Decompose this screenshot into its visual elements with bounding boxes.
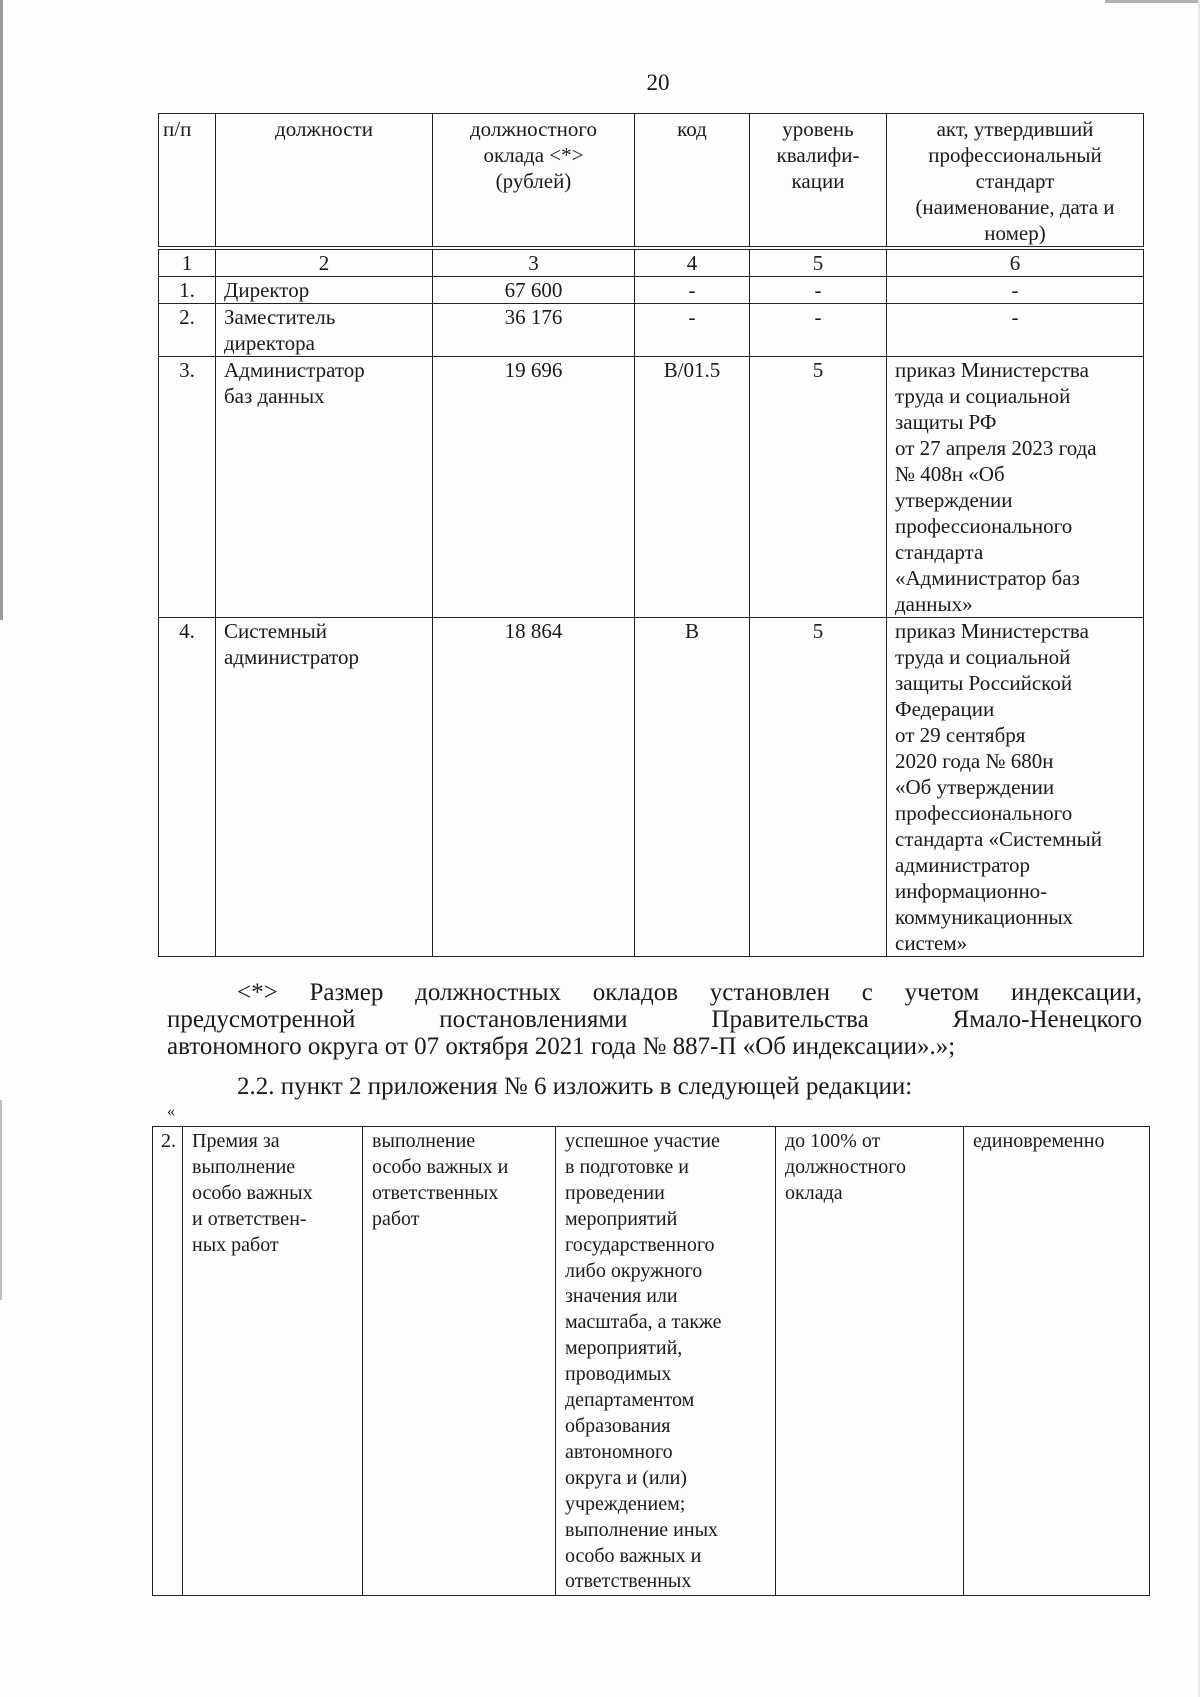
row-number: 2. <box>153 1127 183 1596</box>
header-cell: уровень квалифи- кации <box>750 114 887 249</box>
table-row <box>159 618 1144 957</box>
column-number-row <box>159 248 1144 277</box>
clause-paragraph: 2.2. пункт 2 приложения № 6 изложить в следующей редакции: <box>237 1073 913 1100</box>
salary-value: 18 864 <box>433 618 635 957</box>
column-number: 1 <box>159 248 216 277</box>
row-number: 1. <box>159 277 216 304</box>
bonus-name: Премия за выполнение особо важных и ответствен- ных работ <box>183 1127 363 1596</box>
table-row <box>153 1127 1150 1596</box>
position-name: Системный администратор <box>216 618 433 957</box>
bonus-basis: выполнение особо важных и ответственных работ <box>363 1127 556 1596</box>
footnote-paragraph <box>167 979 1142 1060</box>
bonus-amount: до 100% от должностного оклада <box>776 1127 964 1596</box>
column-number: 4 <box>635 248 750 277</box>
salary-value: 19 696 <box>433 357 635 618</box>
header-cell: должности <box>216 114 433 249</box>
salary-value: 36 176 <box>433 304 635 357</box>
footnote-line: предусмотренной постановлениями Правительства Ямало-Ненецкого <box>167 1006 1142 1033</box>
code-value: В/01.5 <box>635 357 750 618</box>
footnote-line: автономного округа от 07 октября 2021 года № 887-П «Об индексации».»; <box>167 1033 956 1060</box>
bonus-frequency: единовременно <box>964 1127 1150 1596</box>
table-row <box>159 357 1144 618</box>
bonus-conditions: успешное участие в подготовке и проведении мероприятий государственного либо окружного значения или масштаба, а также мероприятий, проводимых департаментом образования автономного округа и (или) учреждением; выполнение иных особо важных и ответственных <box>556 1127 776 1596</box>
standard-act: приказ Министерства труда и социальной защиты Российской Федерации от 29 сентября 2020 года № 680н «Об утверждении профессионального стандарта «Системный администратор информационно- коммуникационных систем» <box>887 618 1144 957</box>
level-value: - <box>750 277 887 304</box>
page-number: 20 <box>646 70 670 95</box>
row-number: 4. <box>159 618 216 957</box>
level-value: - <box>750 304 887 357</box>
positions-salary-table <box>158 113 1144 957</box>
opening-quote: « <box>167 1103 175 1120</box>
code-value: - <box>635 277 750 304</box>
table-header-row <box>159 114 1144 249</box>
level-value: 5 <box>750 357 887 618</box>
scan-edge <box>1105 0 1200 3</box>
row-number: 3. <box>159 357 216 618</box>
header-cell: должностного оклада <*> (рублей) <box>433 114 635 249</box>
footnote-line: <*> Размер должностных окладов установлен с учетом индексации, <box>237 979 1142 1006</box>
code-value: - <box>635 304 750 357</box>
standard-act: - <box>887 277 1144 304</box>
scan-edge <box>0 1100 2 1300</box>
column-number: 3 <box>433 248 635 277</box>
position-name: Директор <box>216 277 433 304</box>
position-name: Заместитель директора <box>216 304 433 357</box>
level-value: 5 <box>750 618 887 957</box>
header-cell: акт, утвердивший профессиональный стандарт (наименование, дата и номер) <box>887 114 1144 249</box>
table-row <box>159 277 1144 304</box>
position-name: Администратор баз данных <box>216 357 433 618</box>
code-value: В <box>635 618 750 957</box>
salary-value: 67 600 <box>433 277 635 304</box>
column-number: 5 <box>750 248 887 277</box>
column-number: 6 <box>887 248 1144 277</box>
row-number: 2. <box>159 304 216 357</box>
standard-act: - <box>887 304 1144 357</box>
table-row <box>159 304 1144 357</box>
standard-act: приказ Министерства труда и социальной защиты РФ от 27 апреля 2023 года № 408н «Об утверждении профессионального стандарта «Администратор баз данных» <box>887 357 1144 618</box>
column-number: 2 <box>216 248 433 277</box>
header-cell: п/п <box>159 114 216 249</box>
header-cell: код <box>635 114 750 249</box>
bonus-table <box>152 1126 1150 1596</box>
